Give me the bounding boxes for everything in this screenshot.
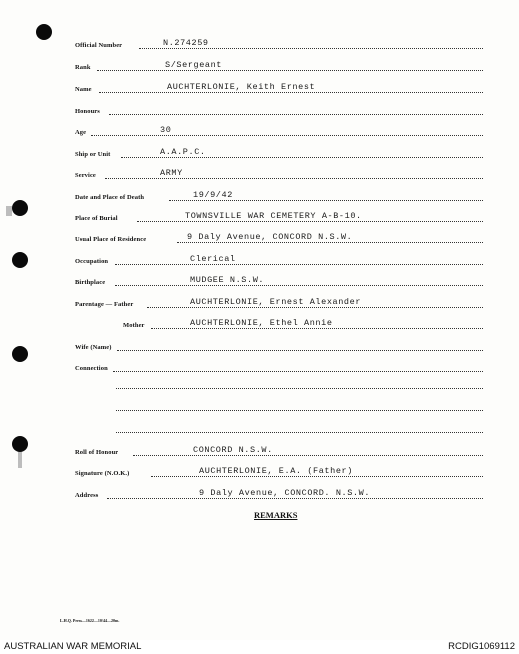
remarks-heading: REMARKS (254, 510, 298, 520)
field-age (75, 124, 483, 138)
field-value: AUCHTERLONIE, Ethel Annie (190, 318, 333, 328)
field-value: Clerical (190, 254, 236, 264)
field-label: Connection (75, 365, 108, 372)
connection-continuation-line (116, 432, 483, 433)
punch-hole-icon (36, 24, 52, 40)
field-usual-residence (75, 231, 483, 245)
form-imprint: L.H.Q. Press—1622—10/44—20m. (60, 618, 120, 623)
field-date-place-of-death (75, 189, 483, 203)
field-address (75, 487, 483, 501)
field-label: Usual Place of Residence (75, 236, 147, 243)
field-parentage-mother (75, 317, 483, 331)
punch-hole-icon (12, 252, 28, 268)
field-place-of-burial (75, 210, 483, 224)
field-label: Birthplace (75, 279, 106, 286)
field-rank (75, 59, 483, 73)
field-label: Name (75, 86, 92, 93)
field-label: Place of Burial (75, 215, 118, 222)
field-connection (75, 360, 483, 374)
field-label: Occupation (75, 258, 109, 265)
field-signature-nok (75, 465, 483, 479)
connection-continuation-line (116, 410, 483, 411)
field-label: Date and Place of Death (75, 194, 145, 201)
field-wife-name (75, 339, 483, 353)
connection-continuation-line (116, 388, 483, 389)
field-value: N.274259 (163, 38, 209, 48)
punch-hole-icon (12, 346, 28, 362)
field-value: MUDGEE N.S.W. (190, 275, 265, 285)
field-ship-or-unit (75, 146, 483, 160)
field-value: ARMY (160, 168, 183, 178)
field-occupation (75, 253, 483, 267)
field-label: Honours (75, 108, 100, 115)
field-value: 19/9/42 (193, 190, 233, 200)
archive-reference: RCDIG1069112 (448, 641, 515, 652)
field-name (75, 81, 483, 95)
scan-mark (18, 452, 22, 468)
archive-footer (0, 640, 519, 654)
field-label: Rank (75, 64, 91, 71)
field-value: 30 (160, 125, 172, 135)
field-label: Wife (Name) (75, 344, 112, 351)
field-label: Ship or Unit (75, 151, 111, 158)
field-value: 9 Daly Avenue, CONCORD. N.S.W. (199, 488, 371, 498)
field-official-number (75, 37, 483, 51)
field-label: Mother (123, 322, 145, 329)
field-birthplace (75, 274, 483, 288)
field-roll-of-honour (75, 444, 483, 458)
field-honours (75, 103, 483, 117)
field-value: S/Sergeant (165, 60, 223, 70)
punch-hole-icon (12, 436, 28, 452)
field-value: AUCHTERLONIE, Ernest Alexander (190, 297, 362, 307)
field-label: Signature (N.O.K.) (75, 470, 130, 477)
field-service (75, 167, 483, 181)
field-label: Service (75, 172, 96, 179)
field-label: Address (75, 492, 99, 499)
field-value: CONCORD N.S.W. (193, 445, 273, 455)
field-value: TOWNSVILLE WAR CEMETERY A-B-10. (185, 211, 362, 221)
field-label: Official Number (75, 42, 123, 49)
field-value: A.A.P.C. (160, 147, 206, 157)
field-value: AUCHTERLONIE, Keith Ernest (167, 82, 316, 92)
scan-mark (6, 206, 12, 216)
field-value: 9 Daly Avenue, CONCORD N.S.W. (187, 232, 353, 242)
field-value: AUCHTERLONIE, E.A. (Father) (199, 466, 353, 476)
field-label: Parentage — Father (75, 301, 134, 308)
field-label: Roll of Honour (75, 449, 119, 456)
field-label: Age (75, 129, 87, 136)
archive-name: AUSTRALIAN WAR MEMORIAL (4, 641, 142, 652)
punch-hole-icon (12, 200, 28, 216)
field-parentage-father (75, 296, 483, 310)
